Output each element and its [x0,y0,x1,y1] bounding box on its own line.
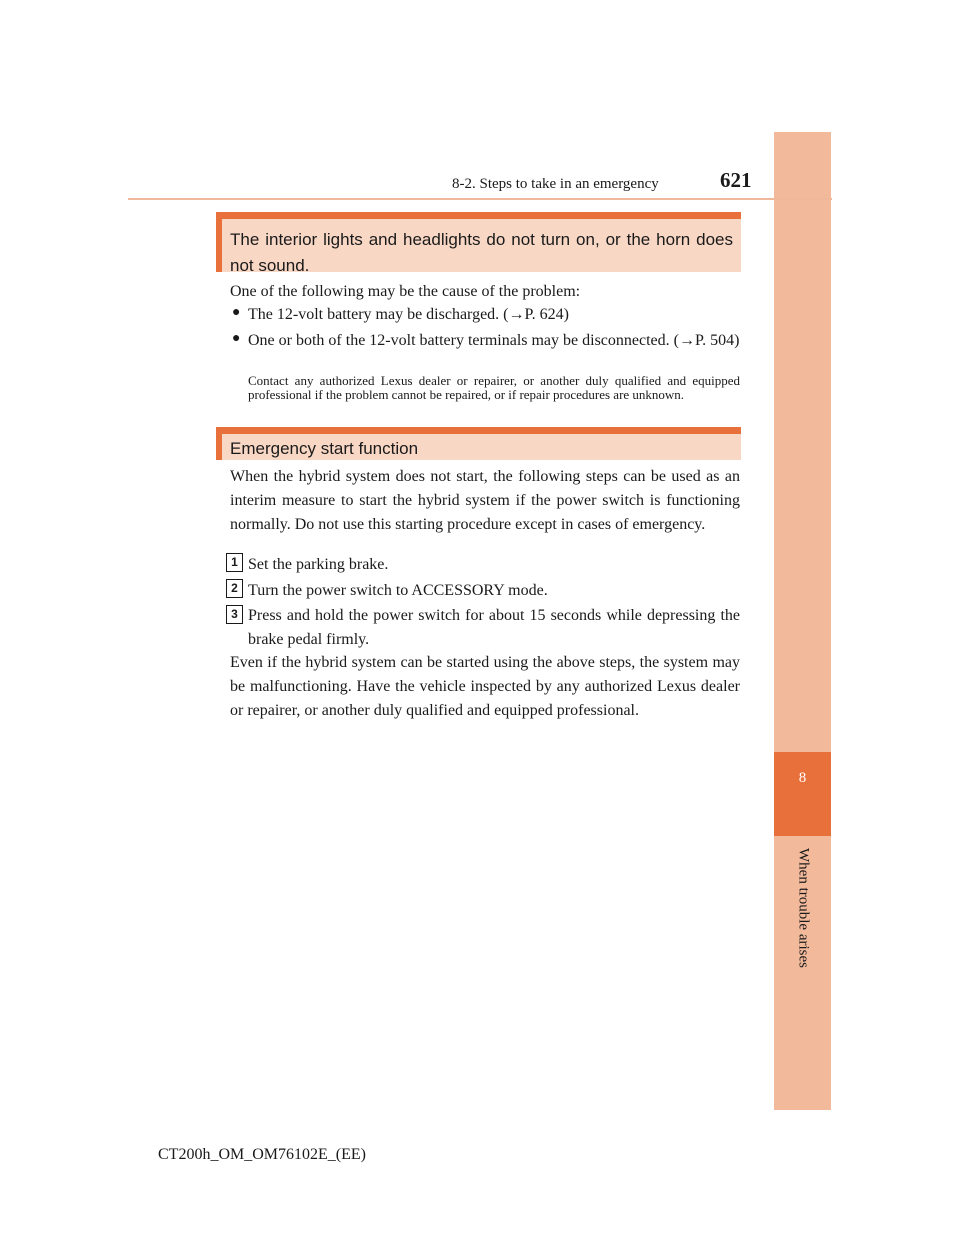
step-number-badge: 3 [226,605,243,624]
bullet-icon: ● [232,305,241,320]
page-number: 621 [720,168,752,192]
bullet-icon: ● [232,331,241,346]
section-heading-emergency-start: Emergency start function [216,427,741,460]
step-text: Turn the power switch to ACCESSORY mode. [248,582,548,599]
footer-doc-code: CT200h_OM_OM76102E_(EE) [158,1146,366,1163]
step-number-badge: 2 [226,579,243,598]
header-section-title: 8-2. Steps to take in an emergency [452,176,659,192]
bullet-item: The 12-volt battery may be discharged. (→P. 624) [248,306,569,323]
section1-intro: One of the following may be the cause of the problem: [230,283,581,300]
section2-intro: When the hybrid system does not start, the following steps can be used as an interim measure to start the hybrid system if the power switch is functioning normally. Do not use this starting procedure except in cases of emergency. [230,468,740,533]
chapter-number: 8 [798,770,807,786]
step-text: Set the parking brake. [248,556,389,573]
section2-closing: Even if the hybrid system can be started using the above steps, the system may be malfunctioning. Have the vehicle inspected by any authorized Lexus dealer or repairer, or another duly qualified and equipped professional. [230,654,740,719]
side-tab-active-chapter [774,752,831,836]
step-text: Press and hold the power switch for about 15 seconds while depressing the brake pedal firmly. [248,607,740,648]
section-heading-lights-horn: The interior lights and headlights do not turn on, or the horn does not sound. [216,212,741,272]
header-divider [128,198,832,200]
section1-note: Contact any authorized Lexus dealer or repairer, or another duly qualified and equipped professional if the problem cannot be repaired, or if repair procedures are unknown. [248,373,740,402]
step-number-badge: 1 [226,553,243,572]
chapter-title: When trouble arises [795,848,812,968]
bullet-item: One or both of the 12-volt battery terminals may be disconnected. (→P. 504) [248,332,740,349]
